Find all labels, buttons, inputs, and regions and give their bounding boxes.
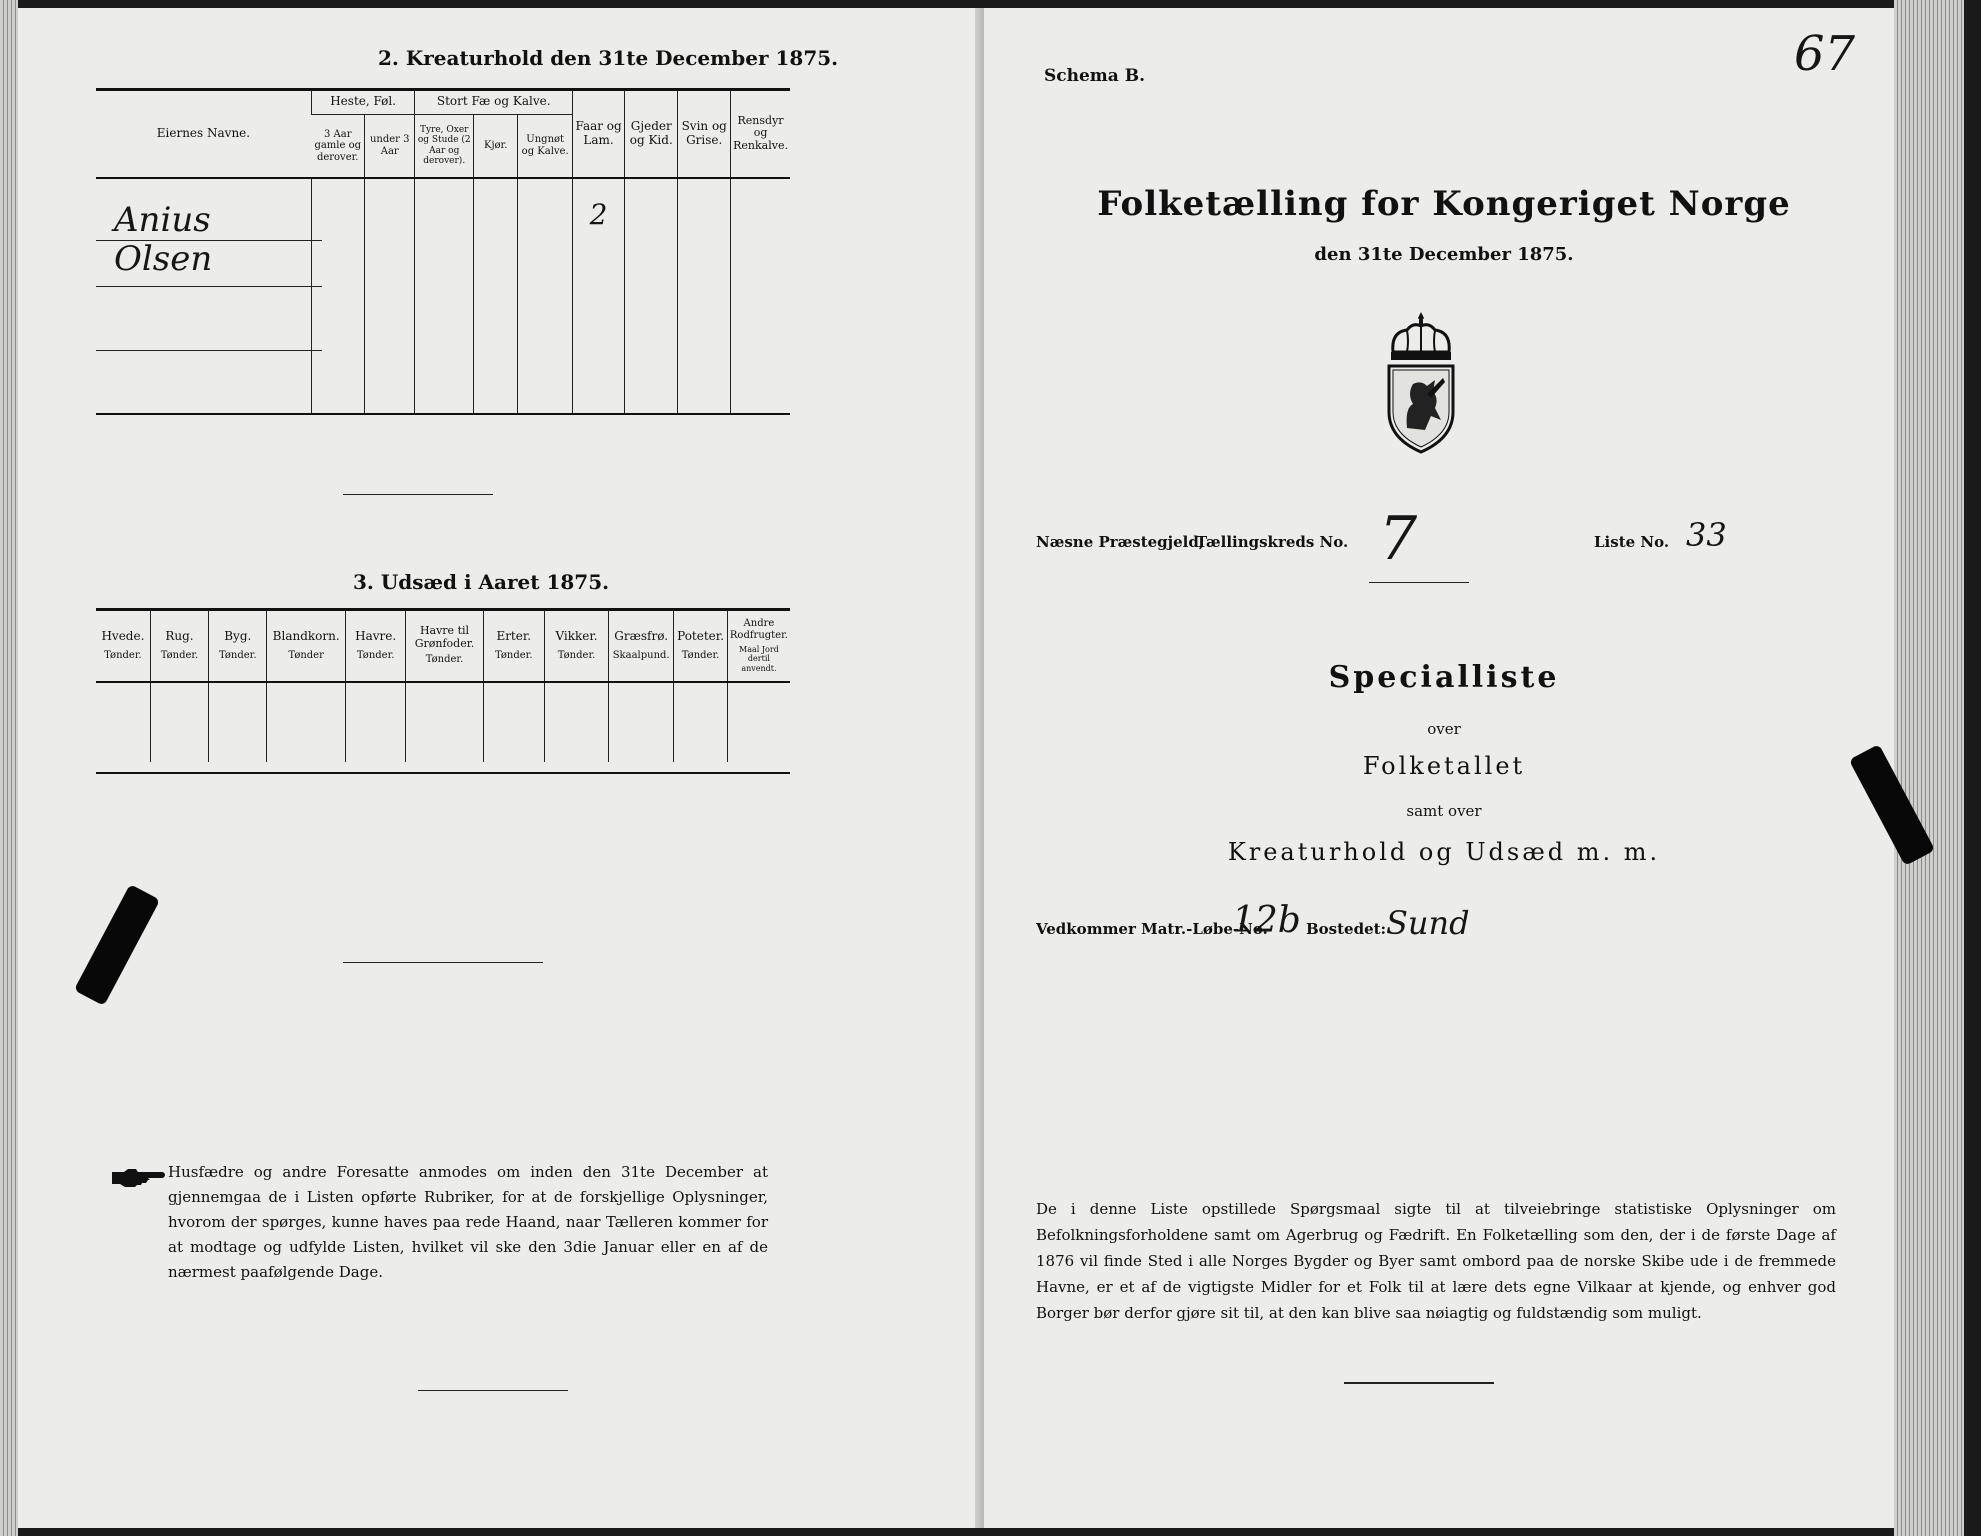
- sow-col-unit: Tønder.: [104, 649, 142, 661]
- sow-col-unit: Tønder.: [495, 649, 533, 661]
- livestock-heading: 2. Kreaturhold den 31te December 1875.: [378, 46, 839, 70]
- sow-col-other-roots: [727, 610, 790, 682]
- sub-bulls: Tyre, Oxer og Stude (2 Aar og derover).: [415, 114, 474, 178]
- cell-goats: [625, 178, 678, 415]
- cell-pigs: [678, 178, 731, 415]
- sow-col-label: Poteter.: [677, 628, 725, 643]
- sow-col-unit: Tønder.: [356, 649, 395, 661]
- cell-cows: [474, 178, 518, 415]
- samt-over-text: samt over: [1406, 802, 1482, 820]
- sow-cell: [267, 682, 345, 762]
- group-cattle: Stort Fæ og Kalve.: [415, 90, 573, 114]
- cell-reindeer: [731, 178, 790, 415]
- separator-short-2: [343, 962, 543, 963]
- sow-col-label: Byg.: [224, 628, 252, 643]
- notice-text: Husfædre og andre Foresatte anmodes om inden den 31te December at gjennemgaa de i Listen opførte Rubriker, for at de forskjellige Oplysninger, hvorom der spørges, kunne haves paa rede Haand, naar Tælleren kommer for at modtage og udfylde Listen, hvilket vil ske den 3die Januar eller en af de nærmest paafølgende Dage.: [168, 1163, 768, 1281]
- sow-cell: [483, 682, 545, 762]
- separator-short-3: [418, 1390, 568, 1391]
- sow-cell: [345, 682, 406, 762]
- sow-col-unit: Skaalpund.: [612, 649, 670, 661]
- bosted-label: Bostedet:: [1306, 920, 1387, 938]
- cell-horses-3yr: [311, 178, 364, 415]
- sow-col-label: Andre Rodfrugter.: [729, 618, 788, 641]
- bosted-entry: Sund: [1386, 904, 1470, 942]
- matr-label: Vedkommer Matr.-Løbe-No.: [1036, 920, 1268, 938]
- group-horses: Heste, Føl.: [311, 90, 415, 114]
- sow-col-peas: [483, 610, 545, 682]
- sow-cell: [545, 682, 609, 762]
- name-row-rule-1: [96, 240, 322, 241]
- sow-col-vetch: [545, 610, 609, 682]
- census-date: den 31te December 1875.: [1314, 244, 1574, 265]
- sow-col-rye: [150, 610, 208, 682]
- sow-col-unit: Maal Jord dertil anvendt.: [739, 645, 779, 673]
- col-reindeer: Rensdyr og Renkalve.: [731, 90, 790, 178]
- sow-col-unit: Tønder.: [160, 649, 199, 661]
- coat-of-arms-icon: [1379, 308, 1463, 456]
- sow-col-barley: [209, 610, 267, 682]
- owner-cell: [96, 178, 311, 415]
- sow-cell: [150, 682, 208, 762]
- sow-col-unit: Tønder.: [681, 649, 720, 661]
- col-goats: Gjeder og Kid.: [625, 90, 678, 178]
- matr-number-entry: 12b: [1232, 900, 1301, 941]
- sow-col-label: Havre til Grønfoder.: [414, 624, 475, 650]
- sow-col-label: Vikker.: [555, 628, 598, 643]
- sow-cell: [209, 682, 267, 762]
- cell-young-cattle: [518, 178, 573, 415]
- sow-cell: [406, 682, 483, 762]
- livestock-bottom-rule: [96, 413, 790, 415]
- sow-col-potatoes: [674, 610, 728, 682]
- livestock-table: [96, 90, 790, 415]
- list-number-entry: 33: [1686, 516, 1727, 554]
- sow-cell: [609, 682, 674, 762]
- list-label: Liste No.: [1594, 533, 1670, 551]
- cell-horses-under3: [365, 178, 415, 415]
- over-text-1: over: [1427, 720, 1461, 738]
- separator-right-1: [1369, 582, 1469, 583]
- sow-col-label: Havre.: [355, 628, 397, 643]
- sowing-heading: 3. Udsæd i Aaret 1875.: [353, 570, 610, 594]
- col-sheep: Faar og Lam.: [573, 90, 625, 178]
- cell-sheep: [573, 178, 625, 415]
- sow-col-label: Rug.: [165, 628, 194, 643]
- cell-bulls: [415, 178, 474, 415]
- sow-col-unit: Tønder.: [557, 649, 596, 661]
- census-title: Folketælling for Kongeriget Norge: [1097, 184, 1791, 224]
- district-label: Tællingskreds No.: [1196, 533, 1349, 551]
- sow-col-green-oats: [406, 610, 483, 682]
- page-edges-left: [0, 0, 18, 1536]
- schema-label: Schema B.: [1044, 66, 1146, 86]
- sow-col-mixed-grain: [267, 610, 345, 682]
- right-page: [984, 8, 1894, 1528]
- parish-label: Næsne Præstegjeld,: [1036, 533, 1205, 551]
- sub-young-cattle: Ungnøt og Kalve.: [518, 114, 573, 178]
- sow-col-grass-seed: [609, 610, 674, 682]
- sow-cell: [727, 682, 790, 762]
- separator-short-1: [343, 494, 493, 495]
- sowing-table: [96, 610, 790, 762]
- sow-col-label: Hvede.: [101, 628, 145, 643]
- livestock-and-sowing-title: Kreaturhold og Udsæd m. m.: [1227, 838, 1661, 866]
- page-edges-right: [1894, 0, 1964, 1536]
- left-page: [18, 8, 983, 1528]
- separator-right-2: [1344, 1382, 1494, 1384]
- sow-col-label: Erter.: [496, 628, 532, 643]
- sow-cell: [96, 682, 150, 762]
- col-owner-names: Eiernes Navne.: [156, 125, 251, 140]
- district-number-entry: 7: [1379, 504, 1418, 574]
- page-number: 67: [1794, 26, 1856, 82]
- col-pigs: Svin og Grise.: [678, 90, 731, 178]
- sub-horses-under3: under 3 Aar: [365, 114, 415, 178]
- sow-col-wheat: [96, 610, 150, 682]
- sow-col-unit: Tønder.: [425, 654, 464, 666]
- sow-col-label: Blandkorn.: [272, 628, 340, 643]
- sow-col-label: Græsfrø.: [614, 628, 669, 643]
- pointing-hand-icon: [110, 1166, 166, 1188]
- name-row-rule-3: [96, 350, 322, 351]
- special-list-title: Specialliste: [1328, 660, 1560, 695]
- name-row-rule-2: [96, 286, 322, 287]
- sheep-count-entry: 2: [589, 198, 608, 231]
- sowing-bottom-rule: [96, 772, 790, 774]
- sub-cows: Kjør.: [474, 114, 518, 178]
- sow-col-unit: Tønder.: [219, 649, 257, 661]
- footer-explanation: De i denne Liste opstillede Spørgsmaal sigte til at tilveiebringe statistiske Oplysninger om Befolkningsforholdene samt om Agerbrug og Fædrift. En Folketælling som den, der i de første Dage af 1876 vil finde Sted i alle Norges Bygder og Byer samt ombord paa de norske Skibe ude i de fremmede Havne, er et af de vigtigste Midler for et Folk til at lære dets egne Vilkaar at kjende, og enhver god Borger bør derfor gjøre sit til, at den kan blive saa nøiagtig og fuldstændig som muligt.: [1036, 1200, 1836, 1322]
- sow-col-unit: Tønder: [288, 649, 324, 661]
- sow-col-oats: [345, 610, 406, 682]
- sub-horses-3yr: 3 Aar gamle og derover.: [314, 128, 361, 163]
- population-title: Folketallet: [1362, 752, 1526, 780]
- owner-name-entry: Anius Olsen: [114, 200, 213, 280]
- sow-cell: [674, 682, 728, 762]
